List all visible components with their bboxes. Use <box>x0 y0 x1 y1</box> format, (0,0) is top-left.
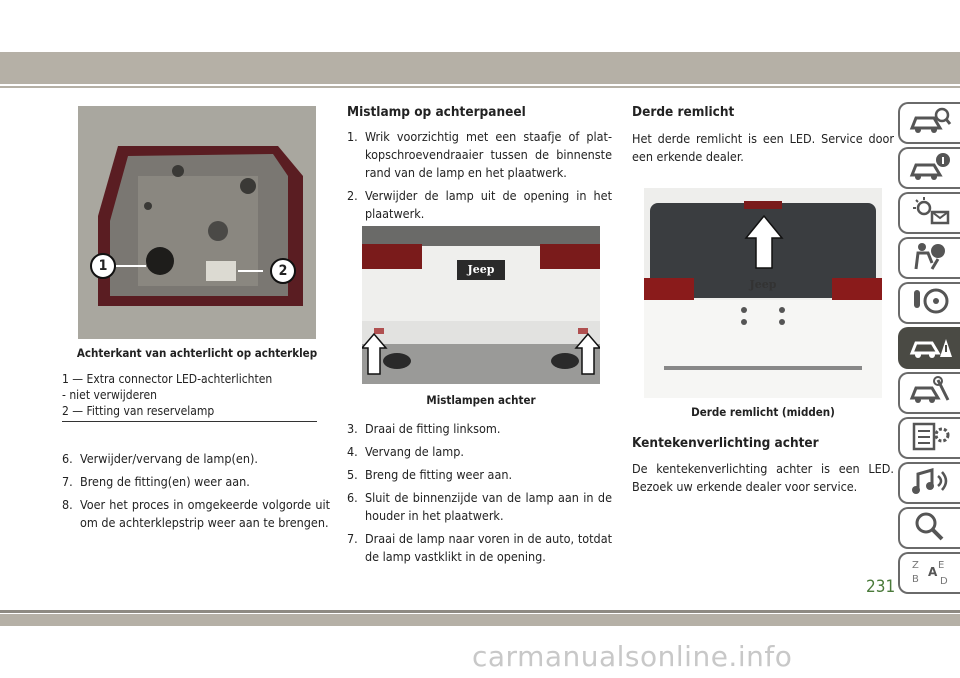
figure-legend <box>62 371 317 422</box>
footer-band <box>0 614 960 626</box>
search-icon <box>908 511 952 545</box>
steps-list-col1 <box>62 450 330 537</box>
list-item: 2. Verwijder de lamp uit de opening in het plaatwerk. <box>347 188 612 221</box>
list-item: 7. Draai de lamp naar voren in de auto, totdat de lamp vastklikt in de opening. <box>347 531 612 564</box>
list-item: 7. Breng de fitting(en) weer aan. <box>62 474 250 489</box>
list-item: 6. Sluit de binnenzijde van de lamp aan in de houder in het plaatwerk. <box>347 490 612 523</box>
legend-line: - niet verwijderen <box>62 388 157 402</box>
list-item: 5. Breng de fitting weer aan. <box>347 467 513 482</box>
chapter-tab-steering[interactable] <box>898 282 960 324</box>
chapter-tab-emergency[interactable] <box>898 327 960 369</box>
chapter-tab-safety[interactable] <box>898 237 960 279</box>
list-item: 6. Verwijder/vervang de lamp(en). <box>62 451 258 466</box>
list-item: 8. Voer het proces in omgekeerde volgorde uit om de achterklepstrip weer aan te brengen. <box>62 497 330 530</box>
svg-text:B: B <box>912 574 919 585</box>
section-heading: Mistlamp op achterpaneel <box>347 104 526 120</box>
figure-caption: Mistlampen achter <box>426 393 536 407</box>
steps-list-col2b <box>347 420 612 571</box>
index-az-icon <box>908 556 952 590</box>
watermark: carmanualsonline.info <box>472 640 793 673</box>
section-heading: Kentekenverlichting achter <box>632 435 819 451</box>
brand-logo: Jeep <box>467 263 495 276</box>
chapter-tab-multimedia[interactable] <box>898 462 960 504</box>
steering-starting-icon <box>908 286 952 320</box>
rear-fog-lamps-photo <box>362 226 600 384</box>
chapter-tab-car-warning[interactable] <box>898 147 960 189</box>
chapter-tab-index[interactable] <box>898 552 960 594</box>
paragraph: De kentekenverlichting achter is een LED. Bezoek uw erkende dealer voor service. <box>632 461 894 494</box>
figure-caption: Achterkant van achterlicht op achterklep <box>76 346 318 360</box>
svg-text:D: D <box>940 576 948 586</box>
list-item: 4. Vervang de lamp. <box>347 444 464 459</box>
lights-message-icon <box>908 196 952 230</box>
steps-list-col2a <box>347 128 612 228</box>
callout-2: 2 <box>270 258 296 284</box>
footer-rule <box>0 610 960 613</box>
header-rule <box>0 86 960 88</box>
list-item: 1. Wrik voorzichtig met een staafje of plat-kopschroevendraaier tussen de binnenste rand van de lamp en het plaatwerk. <box>347 129 612 180</box>
chapter-tab-car-info[interactable] <box>898 102 960 144</box>
section-heading: Derde remlicht <box>632 104 735 120</box>
chapter-tab-service[interactable] <box>898 372 960 414</box>
wrench-service-icon <box>908 376 952 410</box>
specifications-icon <box>908 421 952 455</box>
figure-caption: Derde remlicht (midden) <box>691 405 835 419</box>
car-info-icon <box>908 106 952 140</box>
chapter-tab-search[interactable] <box>898 507 960 549</box>
svg-text:E: E <box>938 560 945 571</box>
car-warning-icon <box>908 151 952 185</box>
svg-text:Z: Z <box>912 560 919 571</box>
safety-airbag-icon <box>908 241 952 275</box>
page-number: 231 <box>866 577 896 597</box>
header-band <box>0 52 960 84</box>
list-item: 3. Draai de fitting linksom. <box>347 421 501 436</box>
callout-1: 1 <box>90 253 116 279</box>
legend-line: 1 — Extra connector LED-achterlichten <box>62 372 273 386</box>
svg-text:A: A <box>928 565 938 579</box>
taillight-back-photo <box>78 106 316 339</box>
emergency-icon <box>908 331 952 365</box>
brand-logo: Jeep <box>749 278 777 291</box>
chapter-tab-specifications[interactable] <box>898 417 960 459</box>
chapter-tab-lights[interactable] <box>898 192 960 234</box>
legend-line: 2 — Fitting van reservelamp <box>62 404 215 418</box>
multimedia-icon <box>908 466 952 500</box>
third-brake-light-photo <box>644 188 882 398</box>
paragraph: Het derde remlicht is een LED. Service door een erkende dealer. <box>632 131 894 164</box>
